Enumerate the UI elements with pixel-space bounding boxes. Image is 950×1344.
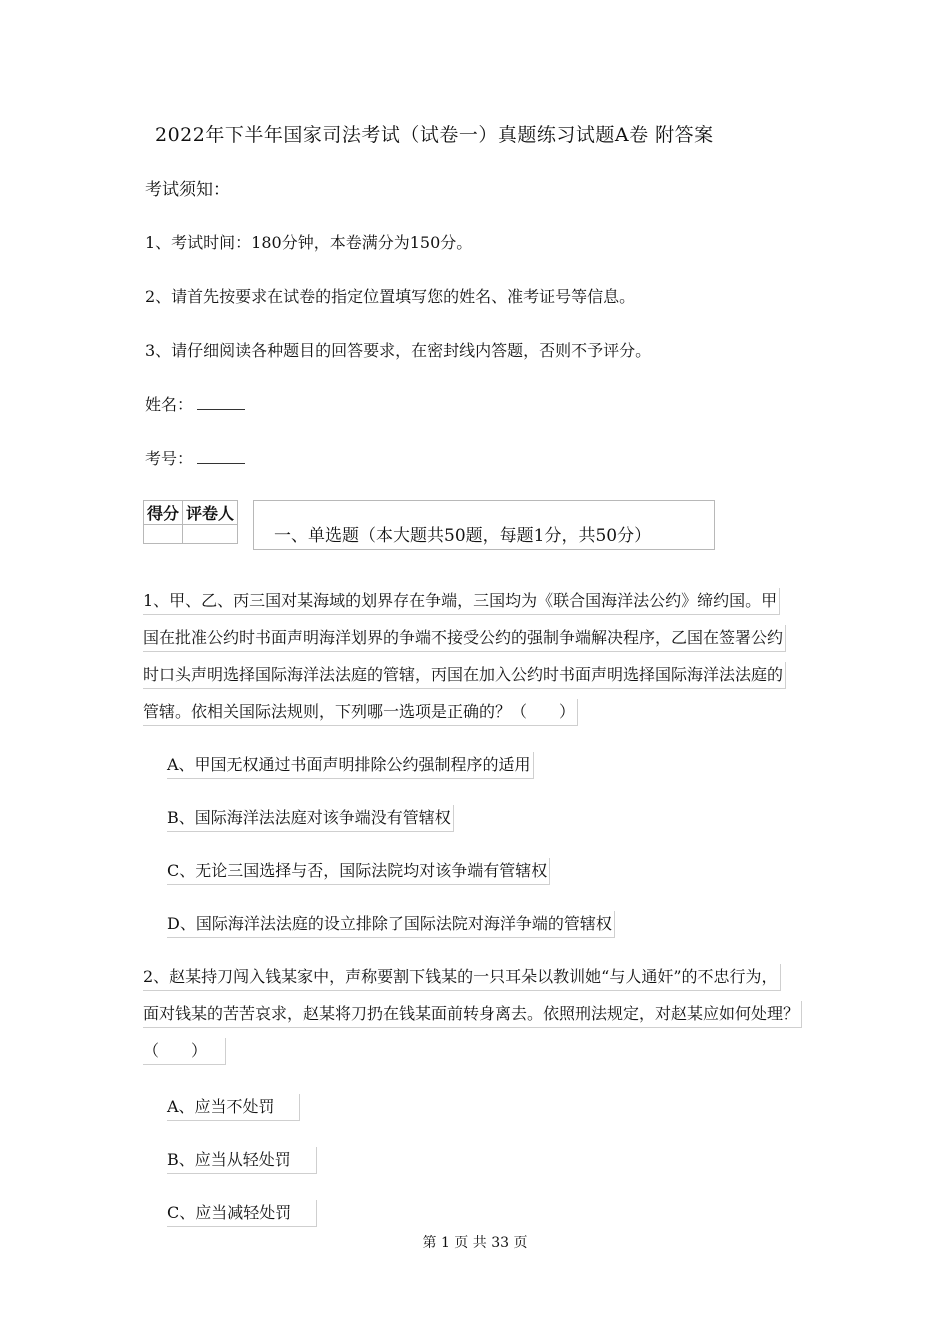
- grader-cell[interactable]: [183, 525, 238, 544]
- question-2-option-c[interactable]: C、应当减轻处罚: [167, 1200, 317, 1227]
- score-header: 得分: [144, 501, 183, 525]
- score-cell[interactable]: [144, 525, 183, 544]
- notice-item: 3、请仔细阅读各种题目的回答要求，在密封线内答题，否则不予评分。: [145, 341, 652, 360]
- question-1-option-a[interactable]: A、甲国无权通过书面声明排除公约强制程序的适用: [167, 752, 534, 779]
- exam-number-field[interactable]: [145, 446, 245, 469]
- question-2-option-a[interactable]: A、应当不处罚: [167, 1094, 300, 1121]
- question-1-line: 国在批准公约时书面声明海洋划界的争端不接受公约的强制争端解决程序，乙国在签署公约: [143, 625, 786, 652]
- grader-header: 评卷人: [183, 501, 238, 525]
- section-title: 一、单选题（本大题共50题，每题1分，共50分）: [274, 526, 652, 546]
- exam-number-label: 考号：: [145, 449, 194, 468]
- page-title: 2022年下半年国家司法考试（试卷一）真题练习试题A卷 附答案: [155, 124, 714, 146]
- section-header-box: [253, 500, 715, 550]
- question-1-line: 1、甲、乙、丙三国对某海域的划界存在争端，三国均为《联合国海洋法公约》缔约国。甲: [143, 588, 780, 615]
- page-footer: 第 1 页 共 33 页: [422, 1235, 528, 1251]
- name-field[interactable]: [145, 392, 245, 415]
- name-label: 姓名：: [145, 395, 194, 414]
- question-2-option-b[interactable]: B、应当从轻处罚: [167, 1147, 317, 1174]
- question-2-line: 2、赵某持刀闯入钱某家中，声称要割下钱某的一只耳朵以教训她“与人通奸”的不忠行为，: [143, 964, 781, 991]
- name-blank[interactable]: [197, 408, 245, 410]
- question-1-line: 管辖。依相关国际法规则，下列哪一选项是正确的？（ ）: [143, 699, 578, 726]
- exam-number-blank[interactable]: [197, 462, 245, 464]
- question-2-line: （ ）: [143, 1038, 226, 1065]
- question-1-line: 时口头声明选择国际海洋法法庭的管辖，丙国在加入公约时书面声明选择国际海洋法法庭的: [143, 662, 786, 689]
- notice-heading: 考试须知：: [145, 180, 230, 200]
- question-1-option-c[interactable]: C、无论三国选择与否，国际法院均对该争端有管辖权: [167, 858, 550, 885]
- question-1-option-b[interactable]: B、国际海洋法法庭对该争端没有管辖权: [167, 805, 454, 832]
- notice-item: 2、请首先按要求在试卷的指定位置填写您的姓名、准考证号等信息。: [145, 287, 636, 306]
- question-2-line: 面对钱某的苦苦哀求，赵某将刀扔在钱某面前转身离去。依照刑法规定，对赵某应如何处理？: [143, 1001, 802, 1028]
- score-table: [143, 500, 238, 544]
- question-1-option-d[interactable]: D、国际海洋法法庭的设立排除了国际法院对海洋争端的管辖权: [167, 911, 615, 938]
- notice-item: 1、考试时间：180分钟，本卷满分为150分。: [145, 233, 473, 252]
